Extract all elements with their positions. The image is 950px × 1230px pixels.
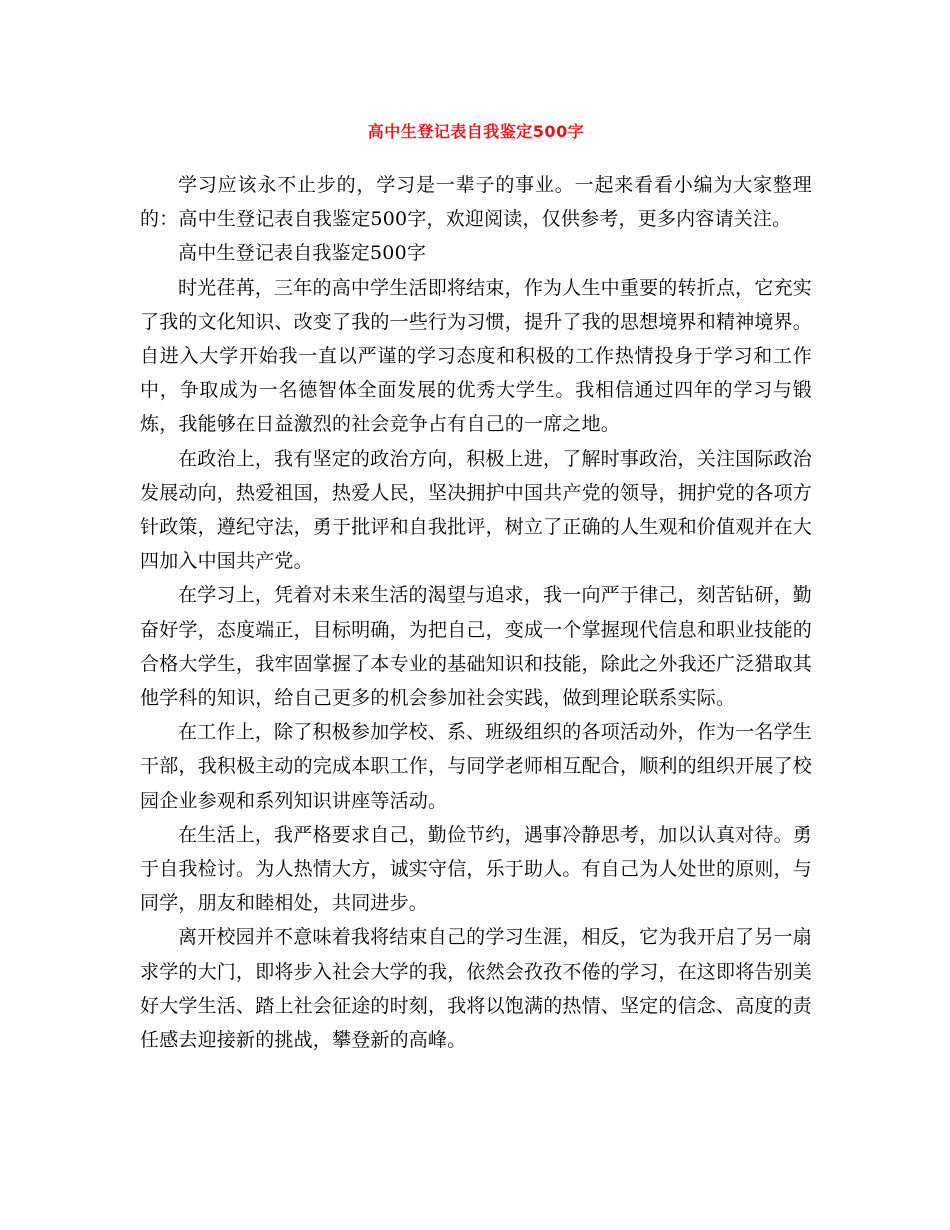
paragraph-intro: 学习应该永不止步的，学习是一辈子的事业。一起来看看小编为大家整理的：高中生登记表自我鉴定500字，欢迎阅读，仅供参考，更多内容请关注。 (140, 174, 812, 231)
paragraph-subtitle: 高中生登记表自我鉴定500字 (178, 242, 427, 265)
paragraph-closing: 离开校园并不意味着我将结束自己的学习生涯，相反，它为我开启了另一扇求学的大门，即将步入社会大学的我，依然会孜孜不倦的学习，在这即将告别美好大学生活、踏上社会征途的时刻，我将以饱满的热情、坚定的信念、高度的责任感去迎接新的挑战，攀登新的高峰。 (140, 926, 813, 1052)
paragraph-work: 在工作上，除了积极参加学校、系、班级组织的各项活动外，作为一名学生干部，我积极主动的完成本职工作，与同学老师相互配合，顺利的组织开展了校园企业参观和系列知识讲座等活动。 (140, 721, 813, 812)
paragraph-study: 在学习上，凭着对未来生活的渴望与追求，我一向严于律己，刻苦钻研，勤奋好学，态度端正，目标明确，为把自己，变成一个掌握现代信息和职业技能的合格大学生，我牢固掌握了本专业的基础知识和技能，除此之外我还广泛猎取其他学科的知识，给自己更多的机会参加社会实践，做到理论联系实际。 (140, 584, 813, 710)
paragraph-politics: 在政治上，我有坚定的政治方向，积极上进，了解时事政治，关注国际政治发展动向，热爱祖国，热爱人民，坚决拥护中国共产党的领导，拥护党的各项方针政策，遵纪守法，勇于批评和自我批评，树立了正确的人生观和价值观并在大四加入中国共产党。 (140, 447, 813, 573)
paragraph-overview: 时光荏苒，三年的高中学生活即将结束，作为人生中重要的转折点，它充实了我的文化知识、改变了我的一些行为习惯，提升了我的思想境界和精神境界。自进入大学开始我一直以严谨的学习态度和积极的工作热情投身于学习和工作中，争取成为一名德智体全面发展的优秀大学生。我相信通过四年的学习与锻炼，我能够在日益激烈的社会竞争占有自己的一席之地。 (140, 276, 813, 436)
paragraph-life: 在生活上，我严格要求自己，勤俭节约，遇事冷静思考，加以认真对待。勇于自我检讨。为人热情大方，诚实守信，乐于助人。有自己为人处世的原则，与同学，朋友和睦相处，共同进步。 (140, 823, 813, 915)
document-body (140, 118, 812, 1057)
document-title: 高中生登记表自我鉴定500字 (367, 122, 585, 141)
